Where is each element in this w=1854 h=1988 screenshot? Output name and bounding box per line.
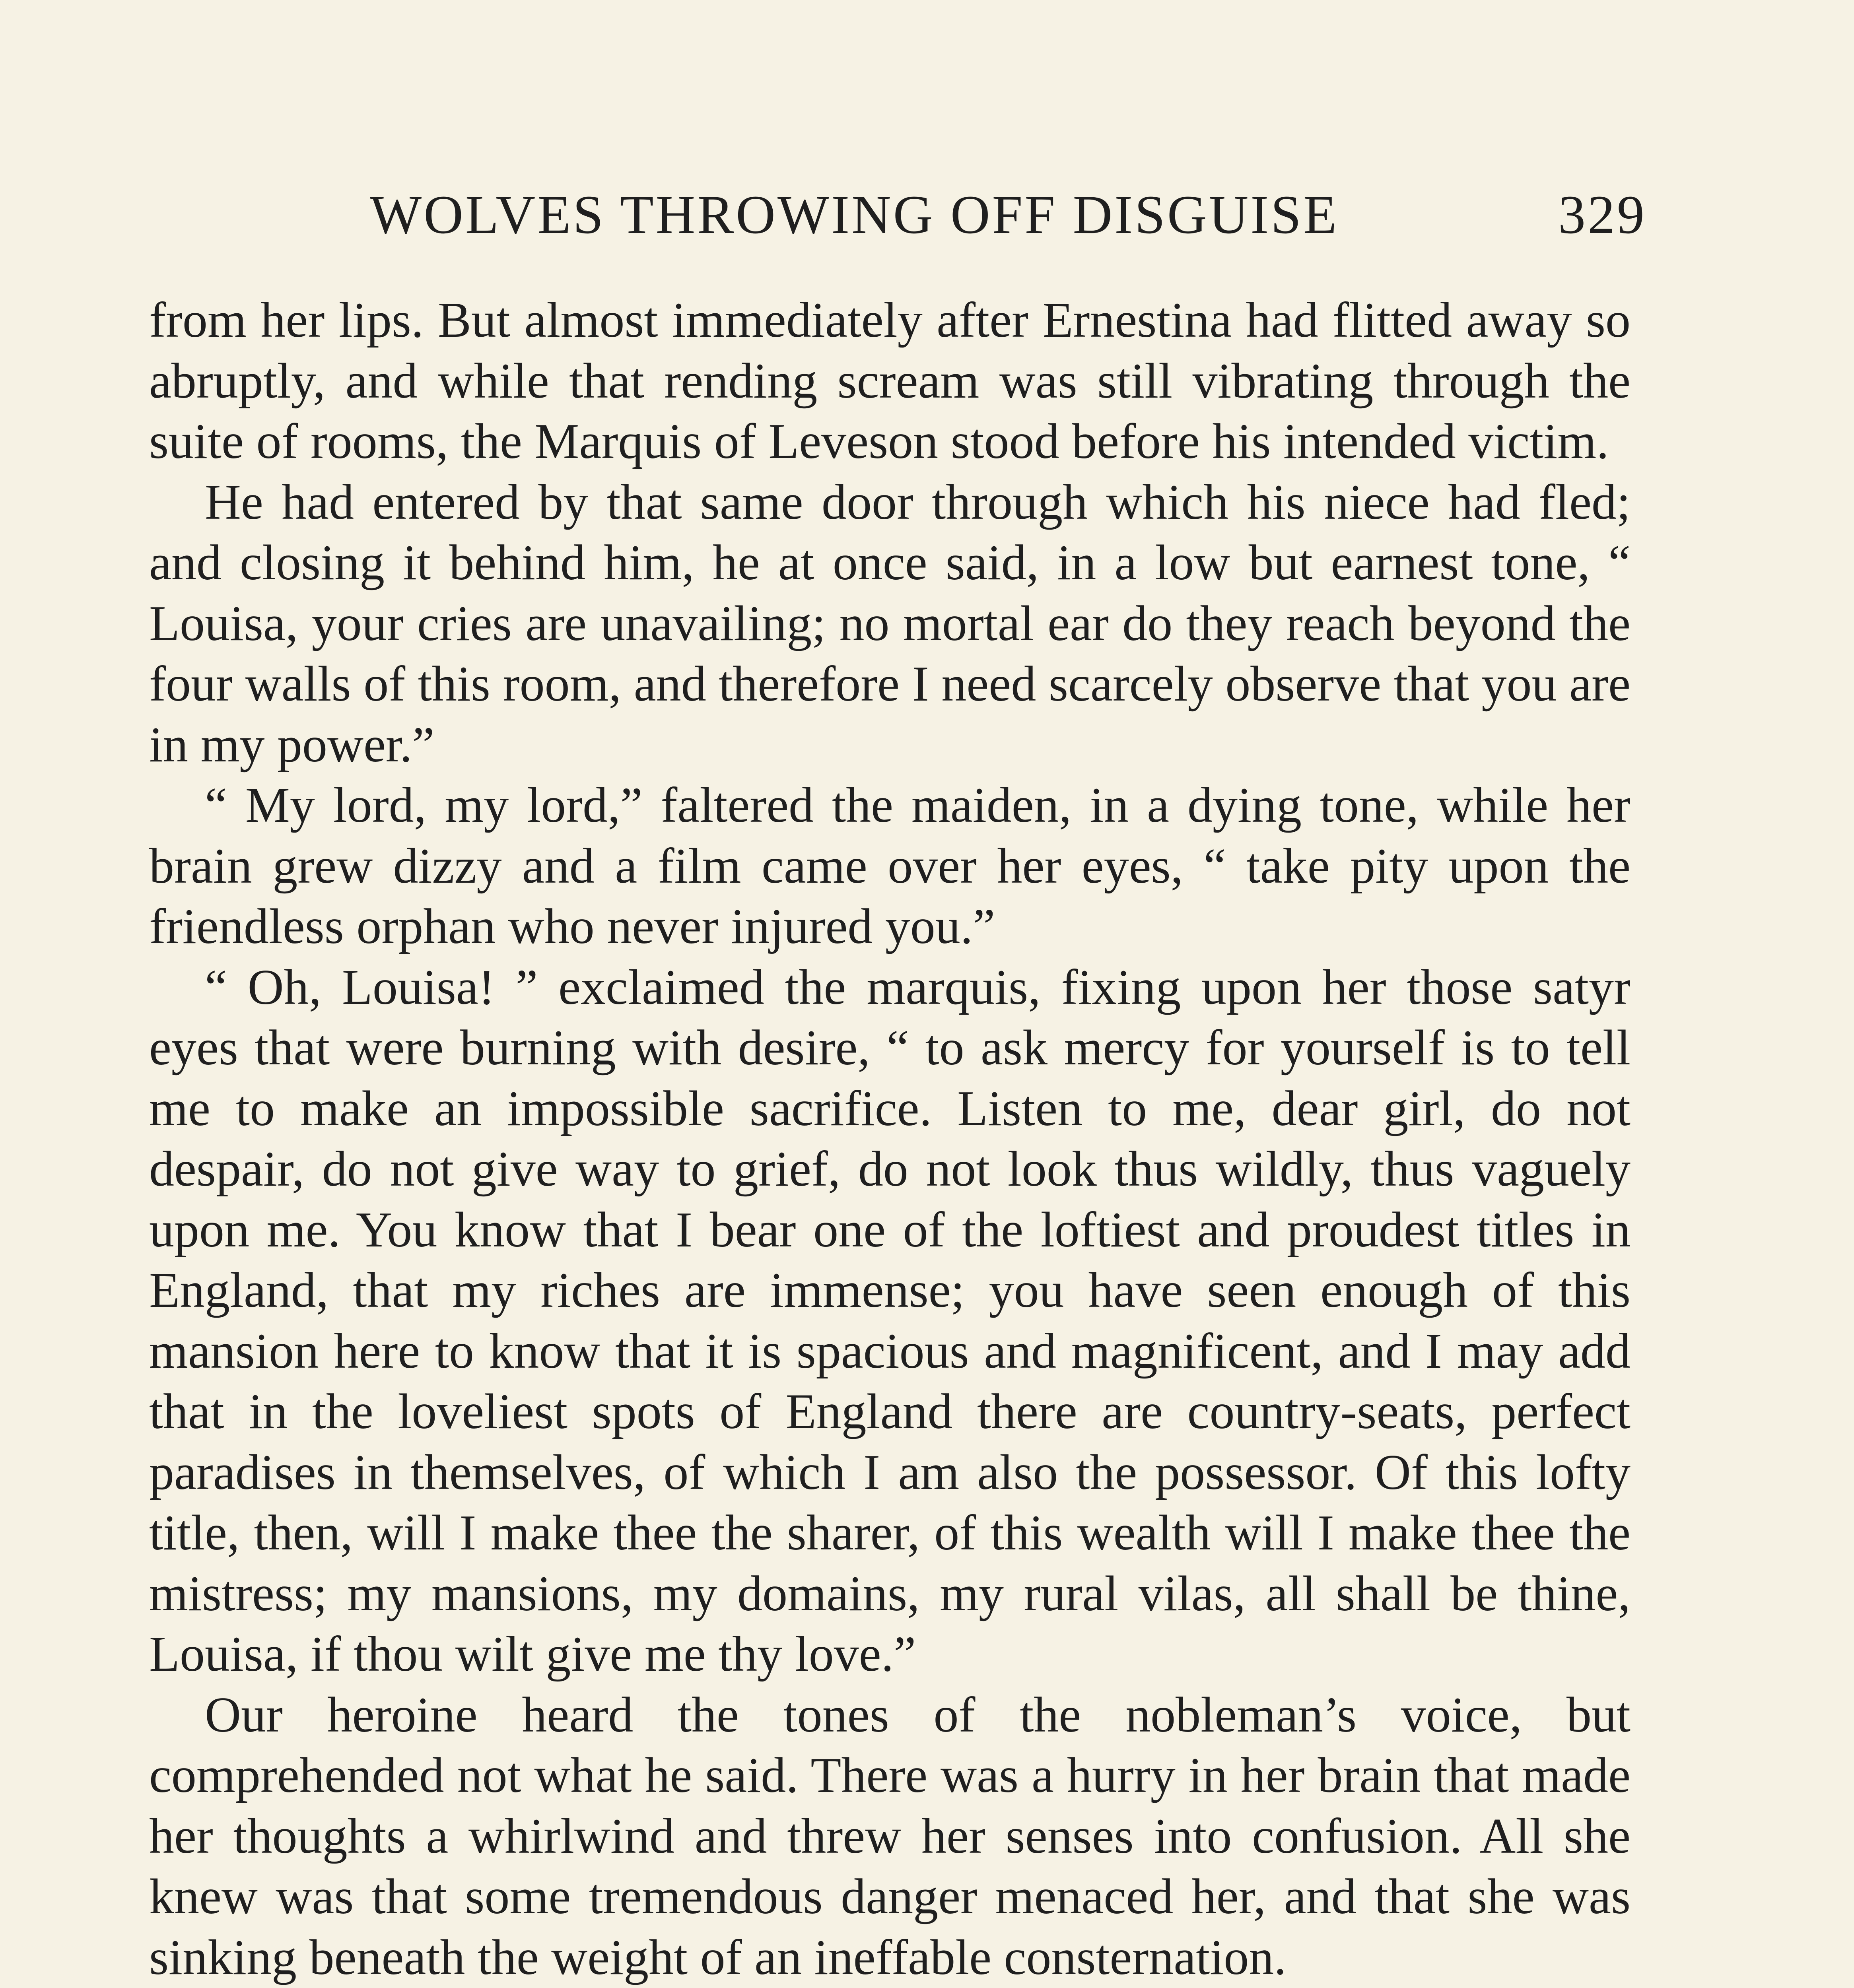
paragraph: He had entered by that same door through which his niece had fled; and closing it behind him, he at once said, in a low but earnest tone, “ Louisa, your cries are unavailing; no mortal ear do they reach beyond the four walls of this room, and therefore I need scarcely observe that you are in my power.” <box>149 474 1631 773</box>
running-head <box>147 175 1646 254</box>
paragraph: Our heroine heard the tones of the nobleman’s voice, but comprehended not what he said. There was a hurry in her brain that made her thoughts a whirlwind and threw her senses into confusion. All she knew was that some tremendous danger menaced her, and that she was sinking beneath the weight of an ineffable consternation. <box>149 1687 1631 1985</box>
page-number: 329 <box>1558 184 1646 245</box>
paragraph: “ Oh, Louisa! ” exclaimed the marquis, fixing upon her those satyr eyes that were burning with desire, “ to ask mercy for yourself is to tell me to make an impossible sacrifice. Listen to me, dear girl, do not despair, do not give way to grief, do not look thus wildly, thus vaguely upon me. You know that I bear one of the loftiest and proudest titles in England, that my riches are immense; you have seen enough of this mansion here to know that it is spacious and magnificent, and I may add that in the loveliest spots of England there are country-seats, perfect paradises in themselves, of which I am also the possessor. Of this lofty title, then, will I make thee the sharer, of this wealth will I make thee the mistress; my mansions, my domains, my rural vilas, all shall be thine, Louisa, if thou wilt give me thy love.” <box>149 959 1631 1682</box>
body-text <box>149 290 1631 1988</box>
running-title: WOLVES THROWING OFF DISGUISE <box>370 184 1339 245</box>
paragraph: “ My lord, my lord,” faltered the maiden, in a dying tone, while her brain grew dizzy and a film came over her eyes, “ take pity upon the friendless orphan who never injured you.” <box>149 778 1631 954</box>
paragraph-continued: from her lips. But almost immediately after Ernestina had flitted away so abruptly, and while that rending scream was still vibrating through the suite of rooms, the Marquis of Leveson stood before his intended victim. <box>149 293 1631 469</box>
